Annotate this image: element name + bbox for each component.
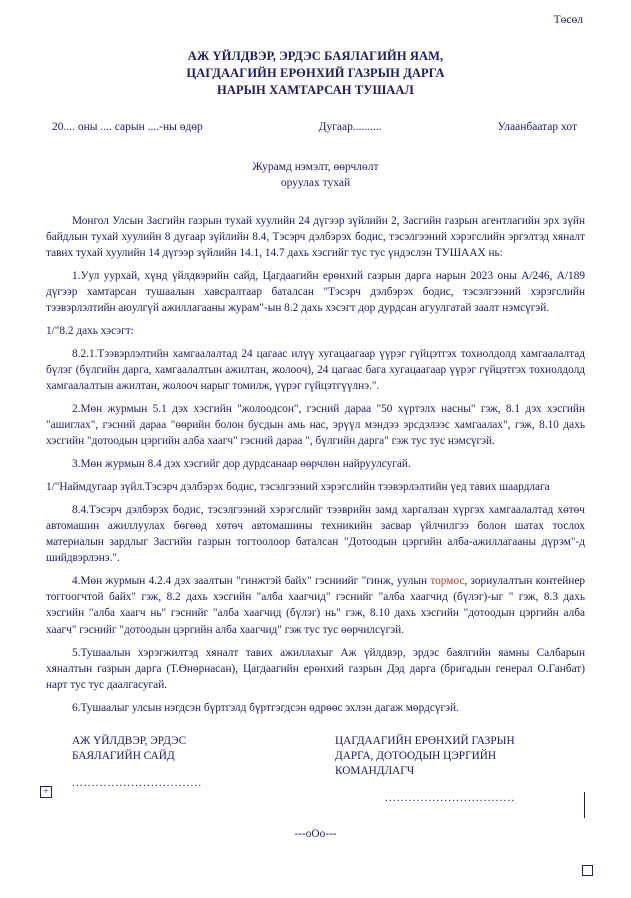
document-subject xyxy=(46,159,585,191)
subject-line-1: Журамд нэмэлт, өөрчлөлт xyxy=(252,160,379,173)
paragraph: Монгол Улсын Засгийн газрын тухай хуулийн 24 дүгээр зүйлийн 2, Засгийн газрын агентлагийн эрх зүйн байдлын тухай хуулийн 8 дугаар зүйлийн 8.4, Тэсэрч дэлбэрэх бодис, тэсэлгээний хэрэгслийн эргэлтэд хяналт тавих тухай хуулийн 14 дүгээр зүйлийн 14.1, 14.7 дахь хэсгийг тус тус үндэслэн ТУШААХ нь: xyxy=(46,214,585,259)
highlighted-term: тормос xyxy=(430,575,465,588)
paragraph: 1/"8.2 дахь хэсэгт: xyxy=(46,325,134,337)
signature-right-line-3: КОМАНДЛАГЧ xyxy=(335,765,415,778)
paragraph: 6.Тушаалыг улсын нэгдсэн бүртгэлд бүртгэгдсэн өдрөөс эхлэн дагаж мөрдсүгэй. xyxy=(72,701,459,714)
signature-left-line-1: АЖ ҮЙЛДВЭР, ЭРДЭС xyxy=(72,734,187,747)
signature-left-line-2: БАЯЛАГИЙН САЙД xyxy=(72,749,175,762)
signature-right-line-2: ДАРГА, ДОТООДЫН ЦЭРГИЙН xyxy=(335,749,497,762)
title-line-1: АЖ ҮЙЛДВЭР, ЭРДЭС БАЯЛАГИЙН ЯАМ, xyxy=(187,49,444,63)
paragraph: 3.Мөн журмын 8.4 дэх хэсгийг дор дурдсанаар өөрчлөн найруулсугай. xyxy=(72,458,411,471)
document-meta xyxy=(52,121,577,133)
document-body xyxy=(46,213,585,716)
paragraph: 2.Мөн журмын 5.1 дэх хэсгийн "жолоодсон", гэсний дараа "50 хүртэлх насны" гэж, 8.1 дэх хэсгийн "ашиглах", гэсний дараа "өөрийн болон бусдын амь нас, эрүүл мэндээ эрсдэлээс хамгаалах", гэж, 8.10 дахь хэсгийн "дотоодын цэргийн алба хаагч" гэсний дараа ", бүлгийн дарга" гэж тус тус нэмсүгэй. xyxy=(46,403,585,448)
paragraph: 1.Уул уурхай, хүнд үйлдвэрийн сайд, Цагдаагийн ерөнхий газрын дарга нарын 2023 оны А/246, А/189 дүгээр хамтарсан тушаалын хавсралтаар баталсан "Тэсэрч дэлбэрэх бодис, тэсэлгээний хэрэгслийн тээвэрлэлтийн аюулгүй ажиллагааны журам"-ын 8.2 дахь хэсэгт дор дурдсан агуулгатай заалт нэмсүгэй. xyxy=(46,269,585,314)
signature-right-line-1: ЦАГДААГИЙН ЕРӨНХИЙ ГАЗРЫН xyxy=(335,734,515,747)
signature-left-dots: ................................. xyxy=(72,777,203,790)
title-line-2: ЦАГДААГИЙН ЕРӨНХИЙ ГАЗРЫН ДАРГА xyxy=(186,65,445,80)
signature-right xyxy=(335,734,585,807)
document-title xyxy=(46,48,585,99)
paragraph: 8.2.1.Тээвэрлэлтийн хамгаалалтад 24 цагаас илүү хугацаагаар үүрэг гүйцэтгэх тохиолдолд хамгаалалтад бүлэг (бүлгийн дарга, хамгаалалтын ажилтан, жолооч), 24 цагаас бага хугацаагаар үүрэг гүйцэтгэх тохиолдолд хамгаалалтын ажилтан, жолооч нарыг томилж, үүрэг гүйцэтгүүлнэ.". xyxy=(46,348,585,393)
paragraph: 1/"Наймдугаар зүйл.Тэсэрч дэлбэрэх бодис, тэсэлгээний хэрэгслийн тээвэрлэлтийн үед тавих шаардлага xyxy=(46,481,550,494)
signature-right-dots: ................................. xyxy=(385,792,516,805)
table-resize-handle-icon[interactable] xyxy=(582,865,593,876)
draft-label: Төсөл xyxy=(553,14,583,26)
table-move-handle-icon[interactable] xyxy=(40,786,52,798)
paragraph: 5.Тушаалын хэрэгжилтэд хяналт тавих ажиллахыг Аж үйлдвэр, эрдэс баялгийн яамны Салбарын хяналтын газрын дарга (Т.Өнөрнасан), Цагдаагийн ерөнхий газрын Дэд дарга (бригадын генерал О.Ганбат) нарт тус тус даалгасугай. xyxy=(46,646,585,691)
footer-ornament: ---oOo--- xyxy=(294,828,337,841)
meta-place: Улаанбаатар хот xyxy=(497,120,577,133)
signature-left xyxy=(46,734,322,807)
paragraph: 8.4.Тэсэрч дэлбэрэх бодис, тэсэлгээний хэрэгслийг тээврийн замд харгалзан хүргэх хамгаалалтад хөтөч автомашин ажиллуулах бөгөөд хөтөч автомашины техникийн засвар үйлчилгээ болон шатах тослох материалын зардлыг Засгийн газрын тогтоолоор баталсан "Дотоодын цэргийн алба-ажиллагааны дүрэм"-д шийдвэрлэнэ.". xyxy=(46,504,585,565)
paragraph: 4.Мөн журмын 4.2.4 дэх заалтын "гинжтэй байх" гэсниийг "гинж, уулын тормос, зориулалтын контейнер тоггоогчтой байх" гэж, 8.2 дахь хэсгийн "алба хаагчид" гэснийг "алба хаагчид (бүлэг)-ыг " гэж, 8.3 дахь хэсгийн "алба хаагч нь" гэснийг "алба хаагчид (бүлэг) нь" гэж, 8.10 дахь хэсгийн "дотоодын цэргийн алба хаагч" гэснийг "дотоодын цэргийн алба хаагчид" гэж тус тус өөрчилсүгэй. xyxy=(46,575,585,636)
subject-line-2: оруулах тухай xyxy=(280,176,351,189)
title-line-3: НАРЫН ХАМТАРСАН ТУШААЛ xyxy=(217,82,414,97)
table-border-divider xyxy=(584,792,585,818)
meta-date: 20.... оны .... сарын ....-ны өдөр xyxy=(52,120,203,133)
meta-number: Дугаар.......... xyxy=(318,120,382,133)
signature-block xyxy=(46,734,585,807)
